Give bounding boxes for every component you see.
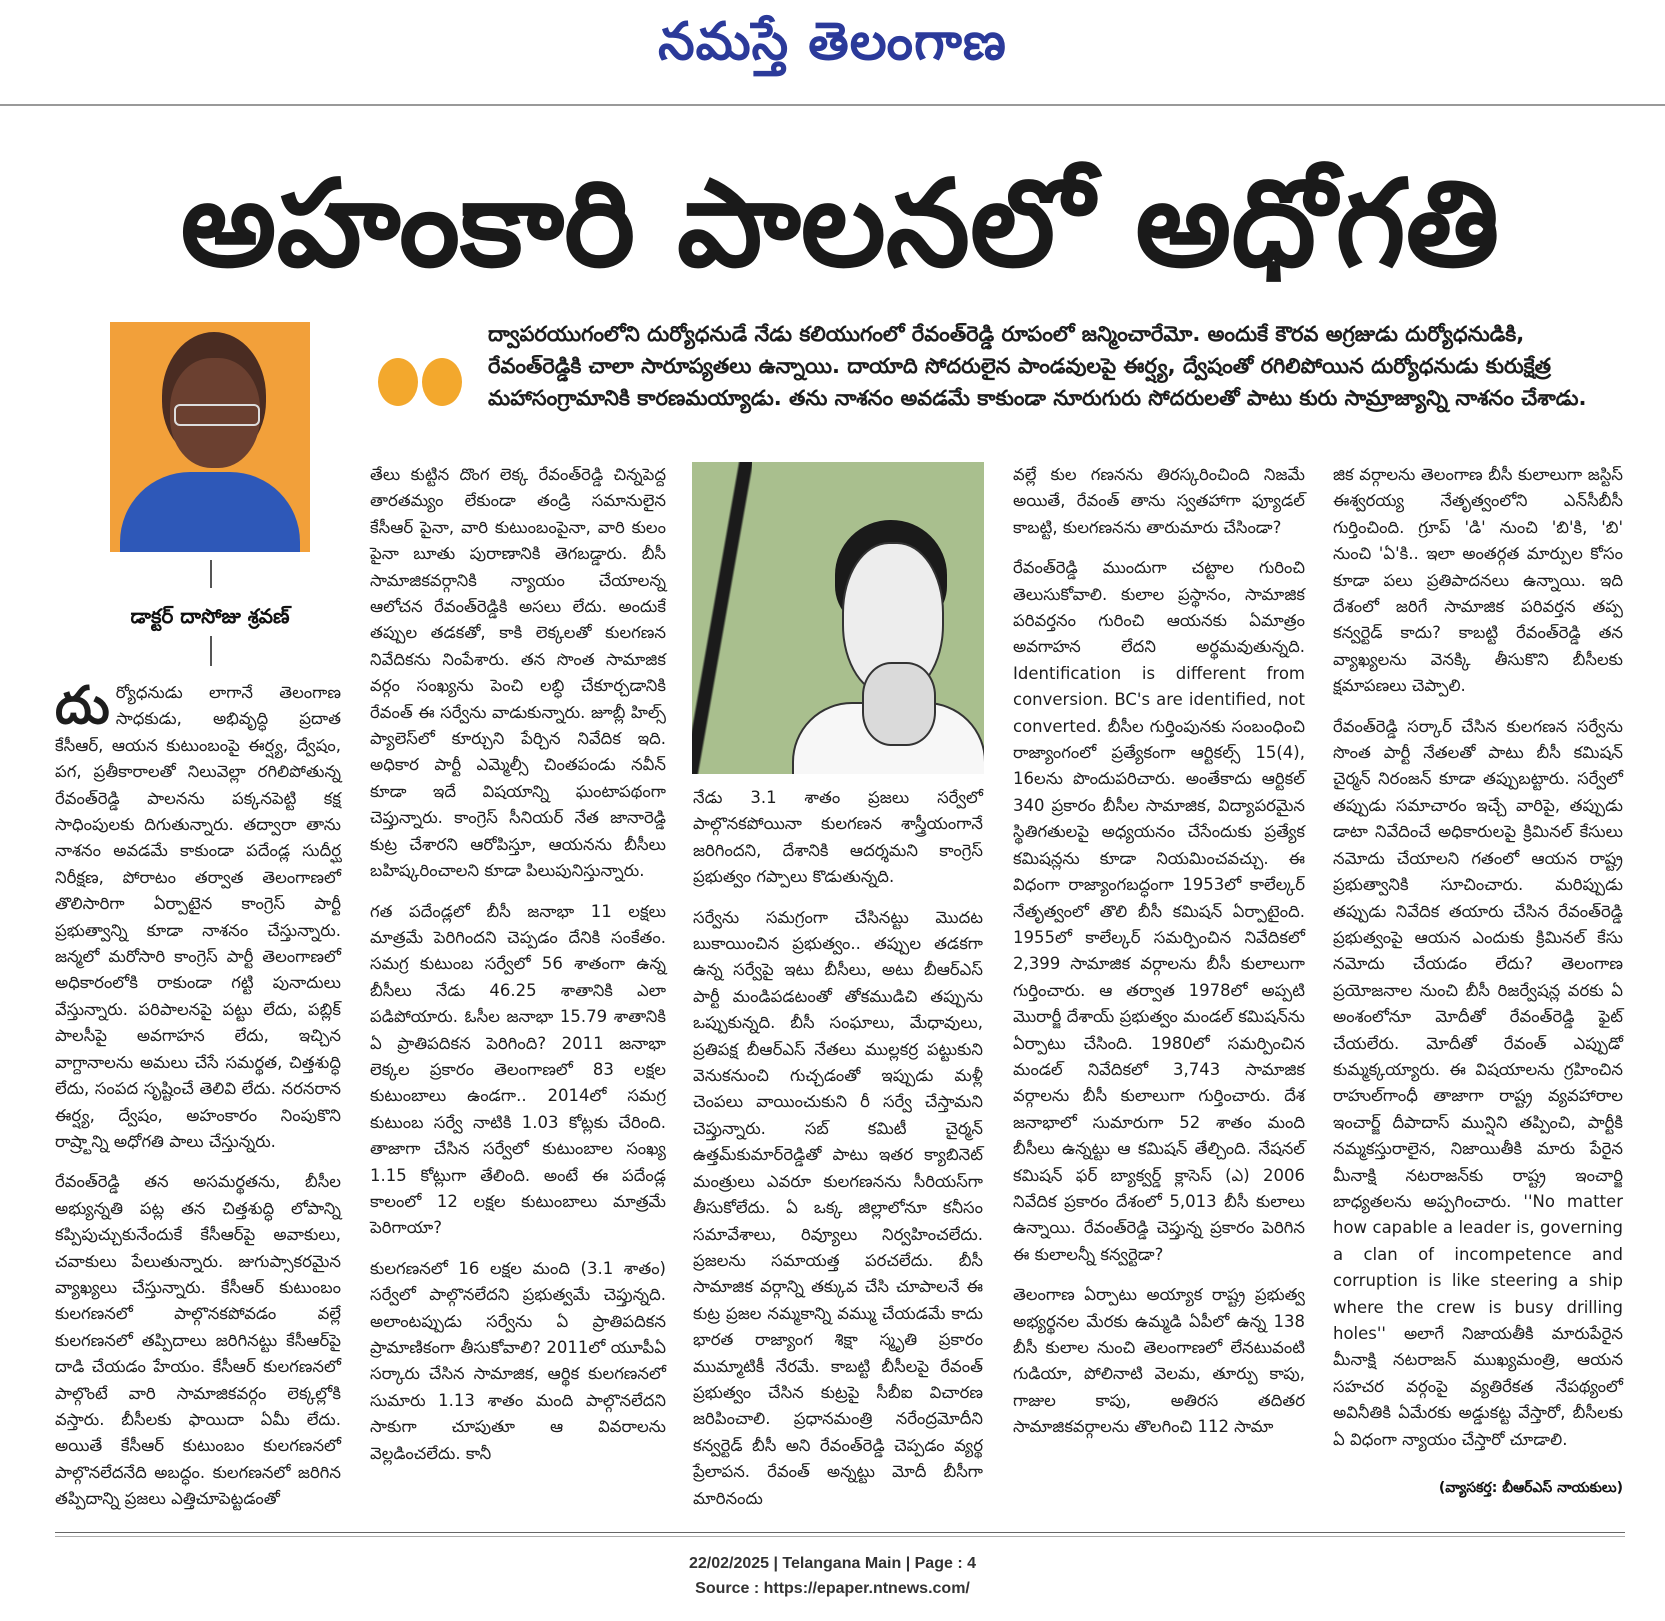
- article-paragraph: రేవంత్‌రెడ్డి ముందుగా చట్టాల గురించి తెలుసుకోవాలి. కులాల ప్రస్థానం, సామాజిక పరివర్తనం గురించి ఆయనకు ఏమాత్రం అవగాహన లేదని అర్థమవుతున్నది. Identification is different from conversion. BC's are identified, not converted. బీసీల గుర్తింపునకు సంబంధించి రాజ్యాంగంలో ప్రత్యేకంగా ఆర్టికల్స్ 15(4), 16లను పొందుపరిచారు. అంతేకాదు ఆర్టికల్ 340 ప్రకారం బీసీల సామాజిక, విద్యాపరమైన స్థితిగతులపై అధ్యయనం చేసేందుకు ప్రత్యేక కమిషన్లను కూడా నియమించవచ్చు. ఈ విధంగా రాజ్యాంగబద్ధంగా 1953లో కాలేల్కర్ నేతృత్వంలో తొలి బీసీ కమిషన్ ఏర్పాటైంది. 1955లో కాలేల్కర్ సమర్పించిన నివేదికలో 2,399 సామాజిక వర్గాలను బీసీ కులాలుగా గుర్తించారు. ఆ తర్వాత 1978లో అప్పటి మొరార్జీ దేశాయ్ ప్రభుత్వం మండల్ కమిషన్‌ను ఏర్పాటు చేసింది. 1980లో సమర్పించిన మండల్ నివేదికలో 3,743 సామాజిక వర్గాలను బీసీ కులాలుగా గుర్తించారు. దేశ జనాభాలో సుమారుగా 52 శాతం మంది బీసీలు ఉన్నట్టు ఆ కమిషన్ తేల్చింది. నేషనల్ కమిషన్ ఫర్ బ్యాక్వర్డ్ క్లాసెస్ (ఎ) 2006 నివేదిక ప్రకారం దేశంలో 5,013 బీసీ కులాలు ఉన్నాయి. రేవంత్‌రెడ్డి చెప్తున్న ప్రకారం పెరిగిన ఈ కులాలన్నీ కన్వర్టెడా?: [1013, 558, 1305, 1264]
- masthead-logo: నమస్తే తెలంగాణ: [658, 12, 1007, 72]
- author-name: డాక్టర్ దాసోజు శ్రవణ్: [130, 604, 290, 628]
- intro-line: రేవంత్‌రెడ్డికి చాలా సారూప్యతలు ఉన్నాయి. దాయాది సోదరులైన పాండవులపై ఈర్ష్య, ద్వేషంతో రగిలిపోయిన దుర్యోధనుడు కురుక్షేత్ర: [488, 354, 1551, 378]
- intro-line: ద్వాపరయుగంలోని దుర్యోధనుడే నేడు కలియుగంలో రేవంత్‌రెడ్డి రూపంలో జన్మించారేమో. అందుకే కౌరవ అగ్రజుడు దుర్యోధనుడికి,: [488, 322, 1525, 346]
- article-paragraph: తెలంగాణ ఏర్పాటు అయ్యాక రాష్ట్ర ప్రభుత్వ అభ్యర్థనల మేరకు ఉమ్మడి ఏపీలో ఉన్న 138 బీసీ కులాల నుంచి తెలంగాణలో లేనటువంటి గుడియా, పోలినాటి వెలమ, తూర్పు కాపు, గాజుల కాపు, అతిరస తదితర సామాజికవర్గాలను తొలగించి 112 సామా: [1013, 1285, 1305, 1437]
- article-column-5: [1333, 462, 1623, 1467]
- headline: అహంకారి పాలనలో అధోగతి: [180, 155, 1500, 294]
- article-paragraph: రేవంత్‌రెడ్డి సర్కార్ చేసిన కులగణన సర్వేను సొంత పార్టీ నేతలతో పాటు బీసీ కమిషన్ చైర్మన్ నిరంజన్ కూడా తప్పుబట్టారు. సర్వేలో తప్పుడు సమాచారం ఇచ్చే వారిపై, తప్పుడు డాటా నివేదించే అధికారులపై క్రిమినల్ కేసులు నమోదు చేయాలని గతంలో ఆయన రాష్ట్ర ప్రభుత్వానికి సూచించారు. మరిప్పుడు తప్పుడు నివేదిక తయారు చేసిన రేవంత్‌రెడ్డి ప్రభుత్వంపై ఆయన ఎందుకు క్రిమినల్ కేసు నమోదు చేయడం లేదు? తెలంగాణ ప్రయోజనాల నుంచి బీసీ రిజర్వేషన్ల వరకు ఏ అంశంలోనూ మోదీతో రేవంత్‌రెడ్డి ఫైట్ చేయలేరు. మోదీతో రేవంత్ ఎప్పుడో కుమ్మక్కయ్యారు. ఈ విషయాలను గ్రహించిన రాహుల్‌గాంధీ తాజాగా రాష్ట్ర వ్యవహారాల ఇంచార్జ్ దీపాదాస్ మున్షిని తప్పించి, పార్టీకి నమ్మకస్తురాలైన, నిజాయితీకి మారు పేరైన మీనాక్షి నటరాజన్‌కు రాష్ట్ర ఇంచార్జి బాధ్యతలను అప్పగించారు. ''No matter how capable a leader is, governing a clan of incompetence and corruption is like steering a ship where the crew is busy drilling holes'' అలాగే నిజాయతీకి మారుపేరైన మీనాక్షి నటరాజన్ ముఖ్యమంత్రి, ఆయన సహచర వర్గంపై వ్యతిరేకత నేపథ్యంలో అవినీతికి ఏమేరకు అడ్డుకట్ట వేస్తారో, బీసీలకు ఏ విధంగా న్యాయం చేస్తారో చూడాలి.: [1333, 716, 1623, 1449]
- article-column-4: [1013, 462, 1305, 1455]
- quote-mark-icon: [378, 340, 468, 410]
- article-paragraph: వల్లే కుల గణనను తిరస్కరించింది నిజమే అయితే, రేవంత్ తాను స్వతహాగా ఫ్యూడల్ కాబట్టి, కులగణనను తారుమారు చేసిండా?: [1013, 465, 1305, 537]
- author-byline: (వ్యాసకర్త: బీఆర్‌ఎస్ నాయకులు): [1438, 1480, 1623, 1496]
- article-paragraph: గత పదేండ్లలో బీసీ జనాభా 11 లక్షలు మాత్రమే పెరిగిందని చెప్పడం దేనికి సంకేతం. సమగ్ర కుటుంబ సర్వేలో 56 శాతంగా ఉన్న బీసీలు నేడు 46.25 శాతానికి ఎలా పడిపోయారు. ఓసీల జనాభా 15.79 శాతానికి ఏ ప్రాతిపదికన పెరిగింది? 2011 జనాభా లెక్కల ప్రకారం తెలంగాణలో 83 లక్షల కుటుంబాలు ఉండగా.. 2014లో సమగ్ర కుటుంబ సర్వే నాటికి 1.03 కోట్లకు చేరింది. తాజాగా చేసిన సర్వేలో కుటుంబాల సంఖ్య 1.15 కోట్లుగా తేలింది. అంటే ఈ పదేండ్ల కాలంలో 12 లక్షల కుటుంబాలు మాత్రమే పెరిగాయా?: [370, 901, 666, 1238]
- drop-cap: దు: [55, 676, 110, 736]
- article-paragraph: కులగణనలో 16 లక్షల మంది (3.1 శాతం) సర్వేలో పాల్గొనలేదని ప్రభుత్వమే చెప్తున్నది. అలాంటప్పుడు సర్వేను ఏ ప్రాతిపదికన ప్రామాణికంగా తీసుకోవాలి? 2011లో యూపీఏ సర్కారు చేసిన సామాజిక, ఆర్థిక కులగణనలో సుమారు 1.13 శాతం మంది పాల్గొనలేదని సాకుగా చూపుతూ ఆ వివరాలను వెల్లడించలేదు. కానీ: [370, 1258, 666, 1463]
- intro-quote: [488, 318, 1618, 414]
- article-photo: [692, 462, 984, 774]
- article-paragraph: జిక వర్గాలను తెలంగాణ బీసీ కులాలుగా జస్టిస్ ఈశ్వరయ్య నేతృత్వంలోని ఎన్‌సీబీసీ గుర్తించింది. గ్రూప్ 'డి' నుంచి 'బి'కి, 'బి' నుంచి 'ఏ'కి.. ఇలా అంతర్గత మార్పుల కోసం కూడా పలు ప్రతిపాదనలు ఉన్నాయి. ఇది దేశంలో జరిగే సామాజిక పరివర్తన తప్ప కన్వర్టెడ్ కాదు? కాబట్టి రేవంత్‌రెడ్డి తన వ్యాఖ్యలను వెనక్కి తీసుకొని బీసీలకు క్షమాపణలు చెప్పాలి.: [1333, 465, 1623, 696]
- author-photo: [110, 322, 310, 552]
- article-paragraph: తేలు కుట్టిన దొంగ లెక్క రేవంత్‌రెడ్డి చిన్నపెద్ద తారతమ్యం లేకుండా తండ్రి సమానులైన కేసీఆర్ పైనా, వారి కుటుంబంపైనా, వారి కులం పైనా బూతు పురాణానికి తెగబడ్డారు. బీసీ సామాజికవర్గానికి న్యాయం చేయాలన్న ఆలోచన రేవంత్‌రెడ్డికి అసలు లేదు. అందుకే తప్పుల తడకతో, కాకి లెక్కలతో కులగణన నివేదికను నింపేశారు. తన సొంత సామాజిక వర్గం సంఖ్యను పెంచి లబ్ధి చేకూర్చడానికి రేవంత్ ఈ సర్వేను వాడుకున్నారు. జూబ్లీ హిల్స్ ప్యాలెస్‌లో కూర్చుని పేర్చిన నివేదిక ఇది. అధికార పార్టీ ఎమ్మెల్సీ చింతపండు నవీన్ కూడా ఇదే విషయాన్ని ఘంటాపథంగా చెప్తున్నారు. కాంగ్రెస్ సీనియర్ నేత జానారెడ్డి కుట్ర చేశారని ఆరోపిస్తూ, ఆయనను బీసీలు బహిష్కరించాలని కూడా పిలుపునిస్తున్నారు.: [370, 465, 666, 881]
- article-paragraph: రేవంత్‌రెడ్డి తన అసమర్థతను, బీసీల అభ్యున్నతి పట్ల తన చిత్తశుద్ధి లోపాన్ని కప్పిపుచ్చుకునేందుకే కేసీఆర్‌పై అవాకులు, చవాకులు పేలుతున్నారు. జుగుప్సాకరమైన వ్యాఖ్యలు చేస్తున్నారు. కేసీఆర్ కుటుంబం కులగణనలో పాల్గొనకపోవడం వల్లే కులగణనలో తప్పిదాలు జరిగినట్టు కేసీఆర్‌పై దాడి చేయడం హేయం. కేసీఆర్ కులగణనలో పాల్గొంటే వారి సామాజికవర్గం లెక్కల్లోకి వస్తారు. బీసీలకు ఫాయిదా ఏమీ లేదు. అయితే కేసీఆర్ కుటుంబం కులగణనలో పాల్గొనలేదనేది అబద్ధం. కులగణనలో జరిగిన తప్పిదాన్ని ప్రజలు ఎత్తిచూపెట్టడంతో: [55, 1172, 341, 1509]
- author-divider-top: [210, 560, 212, 588]
- footer-edition-info: 22/02/2025 | Telangana Main | Page : 4: [688, 1555, 976, 1572]
- article-paragraph: దుర్యోధనుడు లాగానే తెలంగాణ సాధకుడు, అభివృద్ధి ప్రదాత కేసీఆర్, ఆయన కుటుంబంపై ఈర్ష్య, ద్వేషం, పగ, ప్రతీకారాలతో నిలువెల్లా రగిలిపోతున్న రేవంత్‌రెడ్డి పాలనను పక్కనపెట్టి కక్ష సాధింపులకు దిగుతున్నారు. తద్వారా తాను నాశనం అవడమే కాకుండా పదేండ్ల సుదీర్ఘ నిరీక్షణ, పోరాటం తర్వాత తెలంగాణలో తొలిసారిగా ఏర్పాటైన కాంగ్రెస్ పార్టీ ప్రభుత్వాన్ని కూడా నాశనం చేస్తున్నారు. జన్మలో మరోసారి కాంగ్రెస్ పార్టీ తెలంగాణలో అధికారంలోకి రాకుండా గట్టి పునాదులు వేస్తున్నారు. పరిపాలనపై పట్టు లేదు, పబ్లిక్ పాలసీపై అవగాహన లేదు, ఇచ్చిన వాగ్దానాలను అమలు చేసే సమర్థత, చిత్తశుద్ధి లేదు, సంపద సృష్టించే తెలివి లేదు. నరనరాన ఈర్ష్య, ద్వేషం, అహంకారం నింపుకొని రాష్ర్టాన్ని అధోగతి పాలు చేస్తున్నరు.: [55, 676, 341, 1151]
- footer-divider: [55, 1536, 1625, 1537]
- masthead-divider: [0, 104, 1665, 106]
- author-divider-bottom: [210, 636, 212, 666]
- footer-divider: [55, 1532, 1625, 1533]
- article-paragraph: నేడు 3.1 శాతం ప్రజలు సర్వేలో పాల్గొనకపోయినా కులగణన శాస్త్రీయంగానే జరిగిందని, దేశానికి ఆదర్శమని కాంగ్రెస్ ప్రభుత్వం గప్పాలు కొడుతున్నది.: [693, 788, 983, 887]
- intro-line: మహాసంగ్రామానికి కారణమయ్యాడు. తను నాశనం అవడమే కాకుండా నూరుగురు సోదరులతో పాటు కురు సామ్రాజ్యాన్ని నాశనం చేశాడు.: [488, 386, 1587, 410]
- masthead: [0, 0, 1665, 100]
- article-column-2: [370, 462, 666, 1481]
- footer-source-link[interactable]: Source : https://epaper.ntnews.com/: [695, 1580, 970, 1597]
- article-paragraph: సర్వేను సమగ్రంగా చేసినట్టు మొదట బుకాయించిన ప్రభుత్వం.. తప్పుల తడకగా ఉన్న సర్వేపై ఇటు బీసీలు, అటు బీఆర్‌ఎస్ పార్టీ మండిపడటంతో తోకముడిచి తప్పును ఒప్పుకున్నది. బీసీ సంఘాలు, మేధావులు, ప్రతిపక్ష బీఆర్‌ఎస్ నేతలు ముల్లకర్ర పట్టుకుని వెనుకనుంచి గుచ్చడంతో ఇప్పుడు మళ్లీ చెంపలు వాయించుకుని రీ సర్వే చేస్తామని చెప్తున్నారు. సబ్ కమిటీ చైర్మన్ ఉత్తమ్‌కుమార్‌రెడ్డితో పాటు ఇతర క్యాబినెట్ మంత్రులు ఎవరూ కులగణనను సీరియస్‌గా తీసుకోలేదు. ఏ ఒక్క జిల్లాలోనూ కనీసం సమావేశాలు, రివ్యూలు నిర్వహించలేదు. ప్రజలను సమాయత్త పరచలేదు. బీసీ సామాజిక వర్గాన్ని తక్కువ చేసి చూపాలనే ఈ కుట్ర ప్రజల నమ్మకాన్ని వమ్ము చేయడమే కాదు భారత రాజ్యాంగ శిక్షా స్మృతి ప్రకారం ముమ్మాటికీ నేరమే. కాబట్టి బీసీలపై రేవంత్ ప్రభుత్వం చేసిన కుట్రపై సీబీఐ విచారణ జరిపించాలి. ప్రధానమంత్రి నరేంద్రమోదీని కన్వర్టెడ్ బీసీ అని రేవంత్‌రెడ్డి చెప్పడం వ్యర్థ ప్రేలాపన. రేవంత్ అన్నట్టు మోదీ బీసీగా మారినందు: [693, 907, 983, 1508]
- article-column-1: [55, 676, 341, 1527]
- article-column-3: [693, 785, 983, 1526]
